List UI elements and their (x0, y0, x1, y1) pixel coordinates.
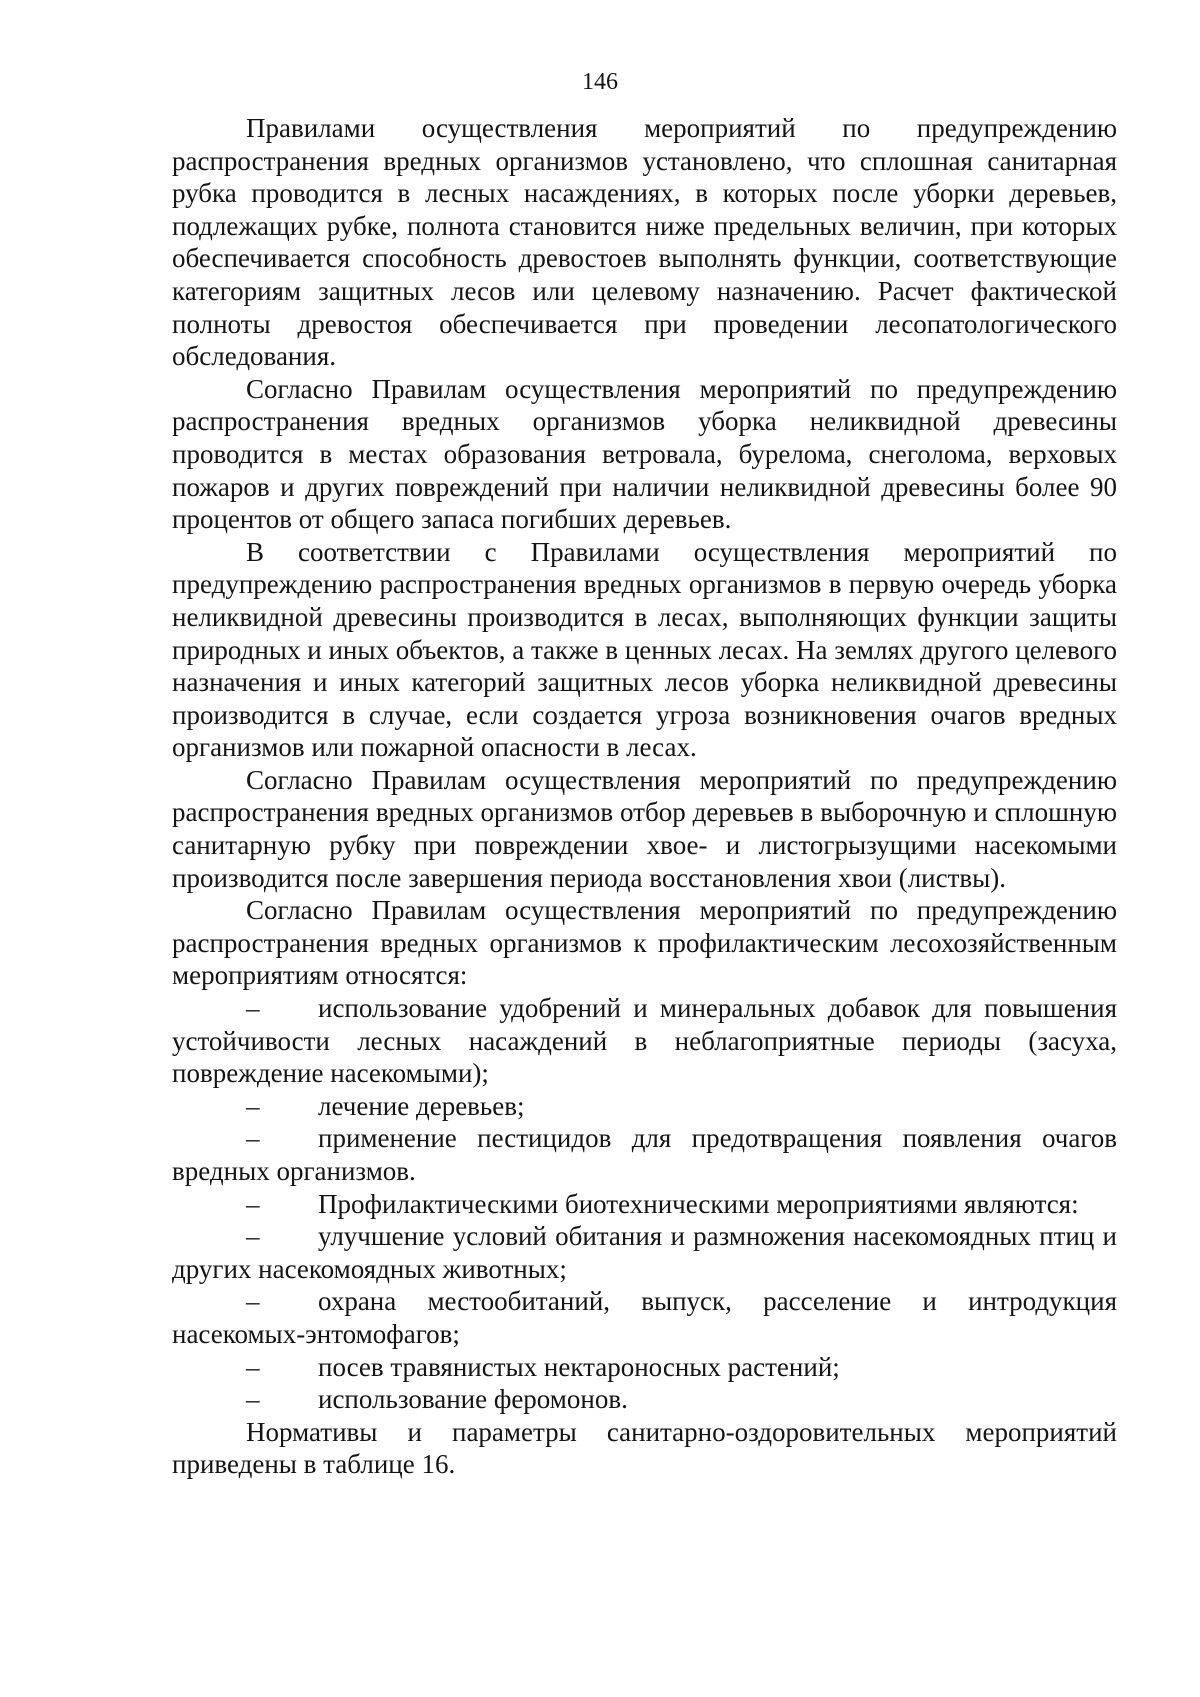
list-item (172, 1122, 1117, 1187)
list-item-text: лечение деревьев; (318, 1090, 525, 1121)
list-item (172, 1351, 1117, 1384)
dash-marker: – (246, 993, 260, 1024)
list-item-text: улучшение условий обитания и размножения насекомоядных птиц и других насекомоядных животных; (172, 1221, 1117, 1284)
dash-marker: – (246, 1384, 260, 1415)
paragraph-clear-cut-rules: Правилами осуществления мероприятий по предупреждению распространения вредных организмов установлено, что сплошная санитарная рубка проводится в лесных насаждениях, в которых после уборки деревьев, подлежащих рубке, полнота становится ниже предельных величин, при которых обеспечивается способность древостоев выполнять функции, соответствующие категориям защитных лесов или целевому назначению. Расчет фактической полноты древостоя обеспечивается при проведении лесопатологического обследования. (172, 113, 1117, 372)
dash-marker: – (246, 1221, 260, 1252)
list-item (172, 1285, 1117, 1350)
list-item-text: использование удобрений и минеральных добавок для повышения устойчивости лесных насаждений в неблагоприятные периоды (засуха, повреждение насекомыми); (172, 993, 1117, 1089)
list-item (172, 1090, 1117, 1123)
dash-marker: – (246, 1351, 260, 1382)
list-item (172, 992, 1117, 1090)
dash-marker: – (246, 1188, 260, 1219)
list-item-text: охрана местообитаний, выпуск, расселение и интродукция насекомых-энтомофагов; (172, 1286, 1117, 1349)
paragraph-tree-selection: Согласно Правилам осуществления мероприятий по предупреждению распространения вредных организмов отбор деревьев в выборочную и сплошную санитарную рубку при повреждении хвое- и листогрызущими насекомыми производится после завершения периода восстановления хвои (листвы). (172, 764, 1117, 893)
measures-list (172, 992, 1117, 1416)
page-number: 146 (582, 69, 618, 95)
list-item-text: применение пестицидов для предотвращения появления очагов вредных организмов. (172, 1123, 1117, 1186)
list-item-text: посев травянистых нектароносных растений; (318, 1351, 840, 1382)
paragraph-priority-removal: В соответствии с Правилами осуществления мероприятий по предупреждению распространения вредных организмов в первую очередь уборка неликвидной древесины производится в лесах, выполняющих функции защиты природных и иных объектов, а также в ценных лесах. На землях другого целевого назначения и иных категорий защитных лесов уборка неликвидной древесины производится в случае, если создается угроза возникновения очагов вредных организмов или пожарной опасности в лесах. (172, 536, 1117, 763)
document-body (172, 112, 1117, 1481)
paragraph-table-reference: Нормативы и параметры санитарно-оздоровительных мероприятий приведены в таблице 16. (172, 1416, 1117, 1480)
list-item-text: Профилактическими биотехническими мероприятиями являются: (318, 1188, 1079, 1219)
list-item (172, 1188, 1117, 1221)
dash-marker: – (246, 1090, 260, 1121)
list-item-text: использование феромонов. (318, 1384, 628, 1415)
paragraph-preventive-measures-intro: Согласно Правилам осуществления мероприятий по предупреждению распространения вредных организмов к профилактическим лесохозяйственным мероприятиям относятся: (172, 895, 1117, 991)
dash-marker: – (246, 1123, 260, 1154)
list-item (172, 1383, 1117, 1416)
list-item (172, 1220, 1117, 1285)
dash-marker: – (246, 1286, 260, 1317)
paragraph-deadwood-removal: Согласно Правилам осуществления мероприятий по предупреждению распространения вредных организмов уборка неликвидной древесины проводится в местах образования ветровала, бурелома, снеголома, верховых пожаров и других повреждений при наличии неликвидной древесины более 90 процентов от общего запаса погибших деревьев. (172, 373, 1117, 535)
